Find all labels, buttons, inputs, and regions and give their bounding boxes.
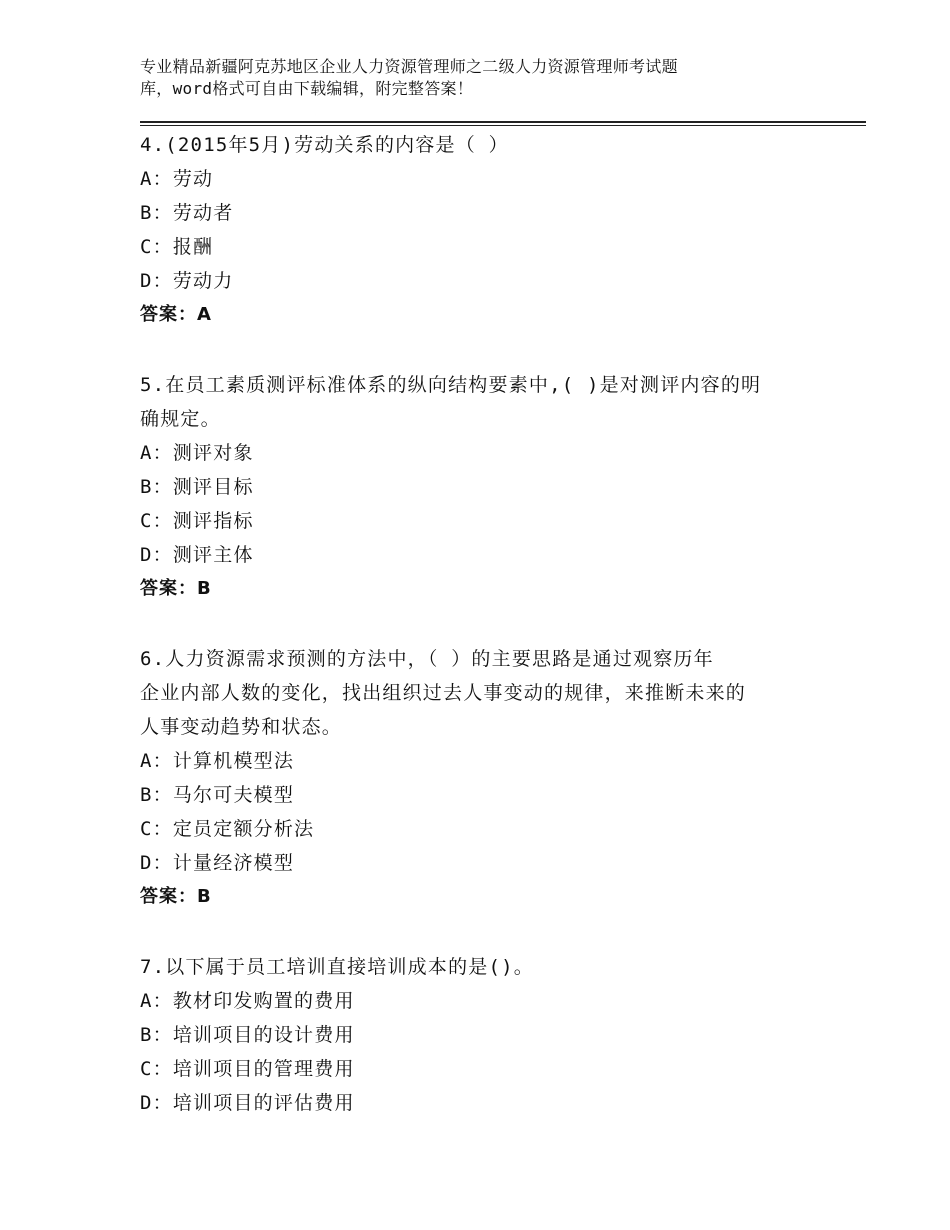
question-stem-line: 4.(2015年5月)劳动关系的内容是（ ） xyxy=(140,134,509,156)
question-block xyxy=(140,642,800,914)
answer-option: C：培训项目的管理费用 xyxy=(140,1058,355,1080)
question-block xyxy=(140,128,800,332)
header-line-1: 专业精品新疆阿克苏地区企业人力资源管理师之二级人力资源管理师考试题 xyxy=(140,57,678,76)
answer-option: D：计量经济模型 xyxy=(140,852,295,874)
answer-option: B：测评目标 xyxy=(140,476,254,498)
question-list xyxy=(140,128,800,1156)
answer-option: C：定员定额分析法 xyxy=(140,818,315,840)
question-stem-line: 企业内部人数的变化，找出组织过去人事变动的规律，来推断未来的 xyxy=(140,682,747,704)
answer-option: A：教材印发购置的费用 xyxy=(140,990,355,1012)
question-stem-line: 人事变动趋势和状态。 xyxy=(140,716,343,738)
answer-option: B：培训项目的设计费用 xyxy=(140,1024,355,1046)
answer-option: D：劳动力 xyxy=(140,270,234,292)
answer-option: D：培训项目的评估费用 xyxy=(140,1092,355,1114)
question-block xyxy=(140,950,800,1120)
header-line-2: 库，word格式可自由下载编辑，附完整答案！ xyxy=(140,79,474,98)
answer-key: 答案：B xyxy=(140,886,212,907)
answer-option: B：劳动者 xyxy=(140,202,234,224)
answer-option: C：报酬 xyxy=(140,236,214,258)
document-header xyxy=(140,56,840,100)
answer-option: A：计算机模型法 xyxy=(140,750,295,772)
answer-key: 答案：A xyxy=(140,304,212,325)
question-stem-line: 7.以下属于员工培训直接培训成本的是()。 xyxy=(140,956,534,978)
answer-option: C：测评指标 xyxy=(140,510,254,532)
answer-option: A：测评对象 xyxy=(140,442,254,464)
header-divider-thick xyxy=(140,121,866,123)
header-divider-thin xyxy=(140,125,866,126)
question-stem-line: 5.在员工素质测评标准体系的纵向结构要素中,( )是对测评内容的明 xyxy=(140,374,762,396)
question-block xyxy=(140,368,800,606)
answer-key: 答案：B xyxy=(140,578,212,599)
answer-option: B：马尔可夫模型 xyxy=(140,784,295,806)
question-stem-line: 6.人力资源需求预测的方法中，（ ）的主要思路是通过观察历年 xyxy=(140,648,714,670)
answer-option: D：测评主体 xyxy=(140,544,254,566)
answer-option: A：劳动 xyxy=(140,168,214,190)
question-stem-line: 确规定。 xyxy=(140,408,221,430)
